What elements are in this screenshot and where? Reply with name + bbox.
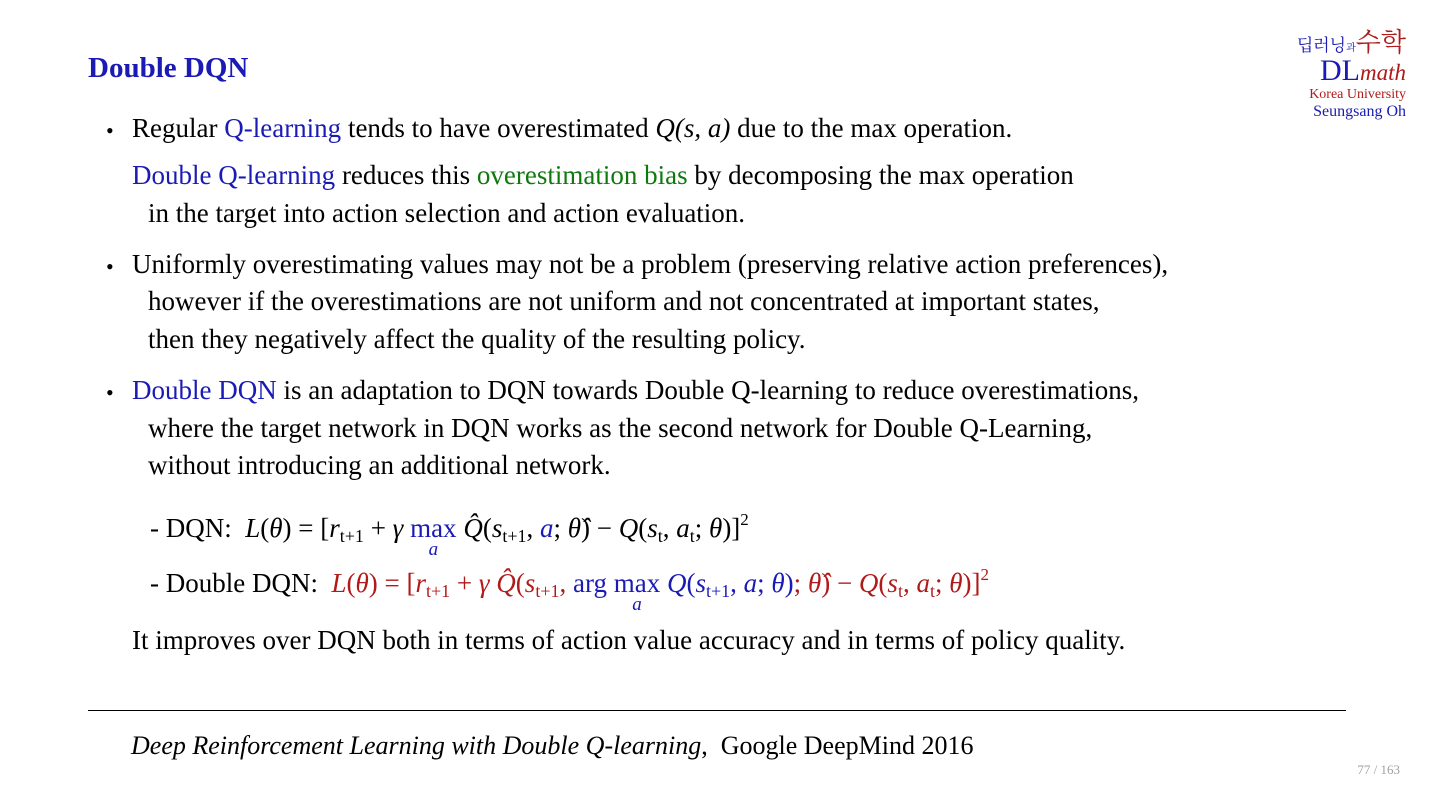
reference-title: Deep Reinforcement Learning with Double Q-learning — [131, 731, 702, 760]
logo-author: Seungsang Oh — [1313, 103, 1406, 120]
equation-dqn: - DQN: $L(\theta) = [r_{t+1} + \gamma$ max a $Q̂(s_{t+1}$, a; θ̂) − $Q(s_t$, $a_t$; θ)]$^2$ — [150, 510, 749, 560]
bullet-1-line-3: in the target into action selection and action evaluation. — [148, 198, 746, 228]
dlmath-logo — [1286, 30, 1406, 120]
bullet-dot: • — [106, 118, 114, 143]
equation-double-dqn: - Double DQN: $L(\theta) = [r_{t+1} + \gamma$ $Q̂(s_{t+1}$, arg max a $Q(s_{t+1}$, a; θ); θ̂) − $Q(s_t$, $a_t$; θ)]$^2$ — [150, 565, 989, 615]
bullet-dot: • — [106, 254, 114, 279]
logo-dl: DL — [1320, 54, 1360, 87]
footer-divider — [88, 710, 1346, 711]
bullet-1-line-1: Regular Q-learning tends to have overestimated Q(s, a) due to the max operation. — [132, 113, 1013, 143]
conclusion-text: It improves over DQN both in terms of action value accuracy and in terms of policy quality. — [132, 625, 1126, 655]
reference-citation: Deep Reinforcement Learning with Double Q-learning, Google DeepMind 2016 — [131, 731, 974, 760]
bullet-2-line-3: then they negatively affect the quality of the resulting policy. — [148, 324, 806, 354]
reference-source: Google DeepMind 2016 — [720, 731, 974, 760]
bullet-dot: • — [106, 380, 114, 405]
page-number: 77 / 163 — [1357, 762, 1400, 777]
slide-title: Double DQN — [88, 52, 249, 84]
bullet-3-line-1: Double DQN is an adaptation to DQN towards Double Q-learning to reduce overestimations, — [132, 375, 1140, 405]
logo-university: Korea University — [1309, 87, 1406, 102]
logo-math: math — [1360, 60, 1406, 85]
bullet-3-line-3: without introducing an additional network. — [148, 450, 611, 480]
equation-ddqn-label: - Double DQN: — [150, 568, 318, 598]
bullet-1-line-2: Double Q-learning reduces this overestimation bias by decomposing the max operation — [132, 160, 1074, 190]
bullet-2-line-1: Uniformly overestimating values may not be a problem (preserving relative action preferences), — [132, 249, 1169, 279]
logo-korean-1: 딥러닝 — [1296, 36, 1347, 55]
logo-korean-2: 수학 — [1355, 28, 1406, 57]
logo-korean-small: 과 — [1346, 43, 1356, 54]
bullet-3-line-2: where the target network in DQN works as the second network for Double Q-Learning, — [148, 413, 1093, 443]
equation-dqn-label: - DQN: — [150, 513, 232, 543]
bullet-2-line-2: however if the overestimations are not uniform and not concentrated at important states, — [148, 286, 1100, 316]
